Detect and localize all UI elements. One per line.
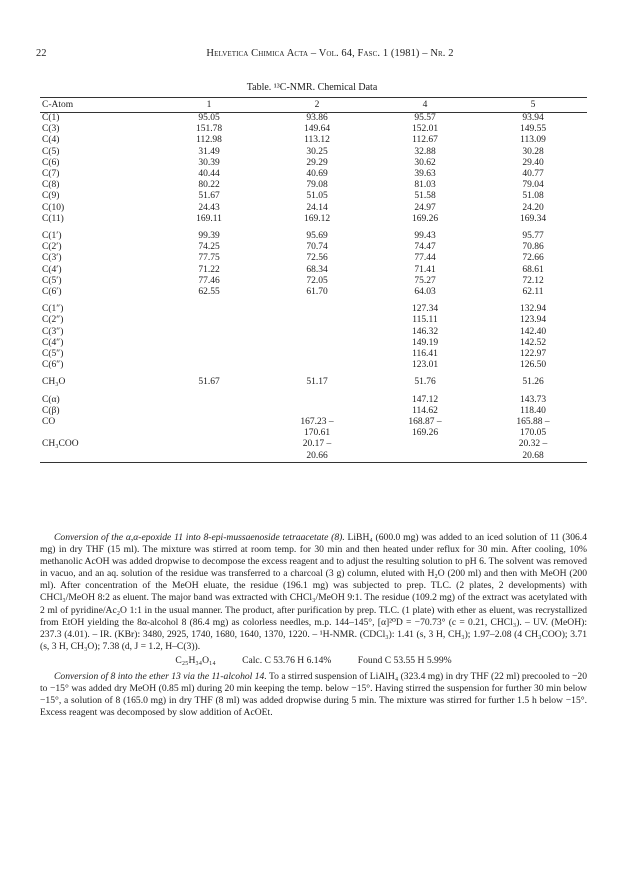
shift-value-cell: 114.62 — [412, 405, 438, 416]
shift-value-cell: 81.03 — [414, 180, 436, 191]
table-row — [40, 315, 587, 326]
shift-value-cell: 126.50 — [519, 360, 547, 371]
shift-value-cell — [263, 304, 371, 315]
paragraph-ether-conversion — [40, 671, 587, 719]
shift-value-cell — [263, 327, 371, 338]
molecular-formula: C₂₅H₃₄O₁₄ — [175, 654, 216, 666]
shift-value-cell: 149.19 — [411, 337, 439, 348]
shift-value-cell: 122.97 — [519, 349, 547, 360]
shift-value-cell: 147.12 — [411, 394, 439, 405]
table-row — [40, 135, 587, 146]
shift-value-cell: 169.26 — [411, 213, 439, 224]
table-row — [40, 276, 587, 287]
shift-value-cell — [263, 395, 371, 406]
shift-value-cell: 51.67 — [198, 191, 220, 202]
atom-label-cell: C(1) — [42, 113, 60, 123]
shift-value-cell: 169.12 — [303, 213, 331, 224]
shift-value-cell — [263, 315, 371, 326]
atom-label-cell: C(1″) — [42, 304, 64, 315]
shift-value-cell: 79.08 — [306, 180, 328, 191]
shift-value-cell — [155, 338, 263, 349]
shift-value-cell: 79.04 — [522, 180, 544, 191]
shift-value-cell: 123.94 — [519, 315, 547, 326]
shift-value-cell: 95.57 — [414, 113, 436, 123]
table-row — [40, 417, 587, 428]
shift-value-cell: 62.11 — [522, 287, 544, 298]
shift-value-cell — [263, 406, 371, 417]
shift-value-cell: 64.03 — [414, 287, 436, 298]
shift-value-cell — [155, 395, 263, 406]
shift-value-cell — [155, 439, 263, 450]
running-head: Helvetica Chimica Acta – Vol. 64, Fasc. 1 (1981) – Nr. 2 — [206, 48, 454, 59]
atom-label-cell: C(3′) — [42, 253, 62, 264]
shift-value-cell: 168.87 – — [408, 417, 442, 428]
shift-value-cell: 77.44 — [414, 253, 436, 264]
shift-value-cell — [155, 428, 263, 439]
shift-value-cell: 68.34 — [306, 264, 328, 275]
table-row — [40, 338, 587, 349]
shift-value-cell — [371, 439, 479, 450]
shift-value-cell: 75.27 — [414, 275, 436, 286]
shift-value-cell: 51.17 — [306, 377, 328, 388]
shift-value-cell: 112.98 — [196, 135, 222, 146]
shift-value-cell: 20.68 — [479, 451, 587, 463]
shift-value-cell — [155, 360, 263, 371]
shift-value-cell: 29.29 — [306, 157, 328, 168]
shift-value-cell — [155, 349, 263, 360]
table-row — [40, 439, 587, 450]
shift-value-cell: 113.12 — [304, 135, 330, 146]
shift-value-cell: 74.47 — [414, 242, 436, 253]
atom-label-cell: CO — [42, 417, 56, 428]
shift-value-cell: 40.69 — [306, 169, 328, 180]
atom-label-cell: C(4) — [42, 135, 60, 146]
shift-value-cell: 169.11 — [196, 213, 222, 224]
atom-label-cell: C(6″) — [42, 360, 64, 371]
shift-value-cell: 93.94 — [522, 113, 544, 123]
shift-value-cell — [155, 417, 263, 428]
shift-value-cell: 29.40 — [522, 157, 544, 168]
shift-value-cell: 30.28 — [522, 146, 544, 157]
shift-value-cell: 142.52 — [519, 337, 547, 348]
atom-label-cell: C(9) — [42, 191, 60, 202]
table-row — [40, 158, 587, 169]
shift-value-cell: 118.40 — [520, 405, 546, 416]
atom-label-cell: C(10) — [42, 202, 65, 213]
paragraph-body: LiBH₄ (600.0 mg) was added to an iced solution of 11 (306.4 mg) in dry THF (15 ml). The mixture was stirred at room temp. for 30 min and then heated under reflux for 30 min. After cooling, 10% methanolic AcOH was added dropwise to decompose the excess reagent and to adjust the resulting solution to pH 6. The solvent was removed in vacuo, and an aq. solution of the residue was transferred to a charcoal (3 g) column, eluted with H₂O (200 ml) and then with MeOH (200 ml). After concentration of the MeOH eluate, the residue (196.1 mg) was subjected to prep. TLC. (2 plates, 2 developments) with CHCl₃/MeOH 8:2 as eluent. The major band was extracted with CHCl₃/MeOH 9:1. The residue (109.2 mg) of the extract was acetylated with 2 ml of pyridine/Ac₂O 1:1 in the usual manner. The product, after purification by prep. TLC. (1 plate) with ether as eluent, was recrystallized from EtOH yielding the 8α-alcohol 8 (86.4 mg) as colorless needles, m.p. 144–145°, [α]²⁰D = −70.73° (c = 0.21, CHCl₃). – UV. (MeOH): 237.3 (4.01). – IR. (KBr): 3480, 2925, 1740, 1680, 1640, 1370, 1220. – ¹H-NMR. (CDCl₃): 1.41 (s, 3 H, CH₃); 1.97–2.08 (4 CH₃COO); 3.71 (s, 3 H, CH₃O); 7.38 (d, J = 1.2, H–C(3)). — [40, 532, 587, 652]
shift-value-cell: 32.88 — [414, 146, 436, 157]
shift-value-cell: 30.62 — [414, 157, 436, 168]
shift-value-cell: 51.58 — [414, 191, 436, 202]
shift-value-cell: 132.94 — [519, 304, 547, 315]
shift-value-cell: 40.77 — [522, 169, 544, 180]
shift-value-cell: 24.14 — [306, 202, 328, 213]
shift-value-cell: 77.75 — [198, 253, 220, 264]
elemental-analysis — [40, 655, 587, 667]
table-row — [40, 265, 587, 276]
table-row — [40, 147, 587, 158]
shift-value-cell — [263, 349, 371, 360]
table-row — [40, 304, 587, 315]
shift-value-cell: 95.77 — [522, 231, 544, 242]
shift-value-cell: 70.74 — [306, 242, 328, 253]
shift-value-cell: 170.61 — [303, 428, 331, 439]
table-row — [40, 113, 587, 125]
column-header: 5 — [479, 98, 587, 113]
shift-value-cell: 24.97 — [414, 202, 436, 213]
shift-value-cell: 93.86 — [306, 113, 328, 123]
shift-value-cell: 149.64 — [303, 124, 331, 135]
page-number: 22 — [36, 48, 47, 59]
table-row — [40, 253, 587, 264]
atom-label-cell: C(5) — [42, 146, 60, 157]
shift-value-cell: 77.46 — [198, 275, 220, 286]
table-row — [40, 124, 587, 135]
shift-value-cell: 95.05 — [198, 113, 220, 123]
table-row — [40, 180, 587, 191]
shift-value-cell: 169.26 — [411, 428, 439, 439]
atom-label-cell: C(2″) — [42, 315, 64, 326]
table-row — [40, 349, 587, 360]
atom-label-cell: C(6′) — [42, 287, 62, 298]
shift-value-cell: 116.41 — [412, 349, 438, 360]
shift-value-cell: 31.49 — [198, 146, 220, 157]
shift-value-cell: 143.73 — [519, 394, 547, 405]
shift-value-cell: 165.88 – — [516, 417, 550, 428]
table-row — [40, 377, 587, 388]
column-header: C-Atom — [40, 98, 155, 113]
table-row — [40, 451, 587, 463]
table-row — [40, 428, 587, 439]
table-row — [40, 395, 587, 406]
shift-value-cell: 112.67 — [412, 135, 438, 146]
shift-value-cell: 72.05 — [306, 275, 328, 286]
column-header: 1 — [155, 98, 263, 113]
shift-value-cell: 51.76 — [414, 377, 436, 388]
shift-value-cell: 71.41 — [414, 264, 436, 275]
table-row — [40, 406, 587, 417]
shift-value-cell: 70.86 — [522, 242, 544, 253]
nmr-data-table — [40, 97, 587, 463]
atom-label-cell: C(2′) — [42, 242, 62, 253]
shift-value-cell: 99.39 — [198, 231, 220, 242]
table-row — [40, 203, 587, 214]
atom-label-cell: C(4″) — [42, 337, 64, 348]
shift-value-cell: 127.34 — [411, 304, 439, 315]
table-row — [40, 231, 587, 242]
shift-value-cell: 151.78 — [195, 124, 223, 135]
table-row — [40, 360, 587, 371]
shift-value-cell: 169.34 — [519, 213, 547, 224]
shift-value-cell — [155, 451, 263, 463]
paragraph-title: Conversion of the α,α-epoxide 11 into 8-epi-mussaenoside tetraacetate (8). — [54, 532, 345, 543]
shift-value-cell: 30.25 — [306, 146, 328, 157]
shift-value-cell: 72.66 — [522, 253, 544, 264]
calculated-values: Calc. C 53.76 H 6.14% — [242, 654, 332, 666]
shift-value-cell — [371, 451, 479, 463]
atom-label-cell: C(6) — [42, 157, 60, 168]
atom-label-cell: C(8) — [42, 180, 60, 191]
shift-value-cell: 80.22 — [198, 180, 220, 191]
column-header: 4 — [371, 98, 479, 113]
shift-value-cell: 71.22 — [198, 264, 220, 275]
table-row — [40, 169, 587, 180]
column-header: 2 — [263, 98, 371, 113]
table-row — [40, 191, 587, 202]
shift-value-cell: 113.09 — [520, 135, 546, 146]
table-header-row — [40, 98, 587, 113]
experimental-text — [40, 532, 587, 719]
shift-value-cell: 20.17 – — [302, 439, 332, 450]
shift-value-cell: 152.01 — [411, 124, 439, 135]
atom-label-cell: C(4′) — [42, 264, 62, 275]
atom-label-cell: C(5″) — [42, 349, 64, 360]
shift-value-cell: 142.40 — [519, 326, 547, 337]
table-row — [40, 242, 587, 253]
shift-value-cell: 115.11 — [412, 315, 438, 326]
shift-value-cell: 51.26 — [522, 377, 544, 388]
shift-value-cell: 146.32 — [411, 326, 439, 337]
shift-value-cell: 170.05 — [519, 428, 547, 439]
shift-value-cell: 74.25 — [198, 242, 220, 253]
atom-label-cell — [40, 428, 155, 439]
shift-value-cell: 51.67 — [198, 377, 220, 388]
shift-value-cell: 40.44 — [198, 169, 220, 180]
shift-value-cell: 51.08 — [522, 191, 544, 202]
shift-value-cell — [155, 406, 263, 417]
shift-value-cell: 30.39 — [198, 157, 220, 168]
atom-label-cell — [40, 451, 155, 463]
shift-value-cell: 51.05 — [306, 191, 328, 202]
atom-label-cell: C(11) — [42, 213, 64, 224]
found-values: Found C 53.55 H 5.99% — [357, 654, 452, 666]
shift-value-cell: 68.61 — [522, 264, 544, 275]
atom-label-cell: CH₃O — [42, 377, 66, 388]
table-row — [40, 327, 587, 338]
paragraph-epoxide-conversion — [40, 532, 587, 653]
shift-value-cell: 72.12 — [522, 275, 544, 286]
table-row — [40, 287, 587, 298]
paragraph-body: To a stirred suspension of LiAlH₄ (323.4 mg) in dry THF (22 ml) precooled to −20 to −15° was added dry MeOH (0.85 ml) during 20 min keeping the temp. below −15°. Having stirred the suspension for further 30 min below −15°, a solution of 8 (165.0 mg) in dry THF (8 ml) was added dropwise during 5 min. The mixture was stirred for further 1.5 h below −15°. Excess reagent was decomposed by slow addition of AcOEt. — [40, 671, 588, 719]
shift-value-cell: 20.32 – — [518, 439, 548, 450]
shift-value-cell: 99.43 — [414, 231, 436, 242]
shift-value-cell — [263, 360, 371, 371]
atom-label-cell: CH₃COO — [42, 439, 79, 450]
shift-value-cell: 95.69 — [306, 231, 328, 242]
shift-value-cell: 149.55 — [519, 124, 547, 135]
shift-value-cell: 24.20 — [522, 202, 544, 213]
table-caption: Table. ¹³C-NMR. Chemical Data — [246, 82, 378, 93]
shift-value-cell: 24.43 — [198, 202, 220, 213]
shift-value-cell — [155, 327, 263, 338]
shift-value-cell — [155, 304, 263, 315]
shift-value-cell: 72.56 — [306, 253, 328, 264]
atom-label-cell: C(7) — [42, 169, 60, 180]
atom-label-cell: C(5′) — [42, 275, 62, 286]
table-row — [40, 214, 587, 225]
shift-value-cell: 61.70 — [306, 287, 328, 298]
atom-label-cell: C(1′) — [42, 231, 62, 242]
shift-value-cell: 20.66 — [263, 451, 371, 463]
shift-value-cell — [263, 338, 371, 349]
shift-value-cell: 62.55 — [198, 287, 220, 298]
atom-label-cell: C(3) — [42, 124, 60, 135]
shift-value-cell — [155, 315, 263, 326]
shift-value-cell: 123.01 — [411, 360, 439, 371]
atom-label-cell: C(α) — [42, 394, 60, 405]
shift-value-cell: 167.23 – — [300, 417, 334, 428]
shift-value-cell: 39.63 — [414, 169, 436, 180]
atom-label-cell: C(3″) — [42, 326, 64, 337]
atom-label-cell: C(β) — [42, 405, 60, 416]
paragraph-title: Conversion of 8 into the ether 13 via the 11-alcohol 14. — [54, 671, 267, 683]
